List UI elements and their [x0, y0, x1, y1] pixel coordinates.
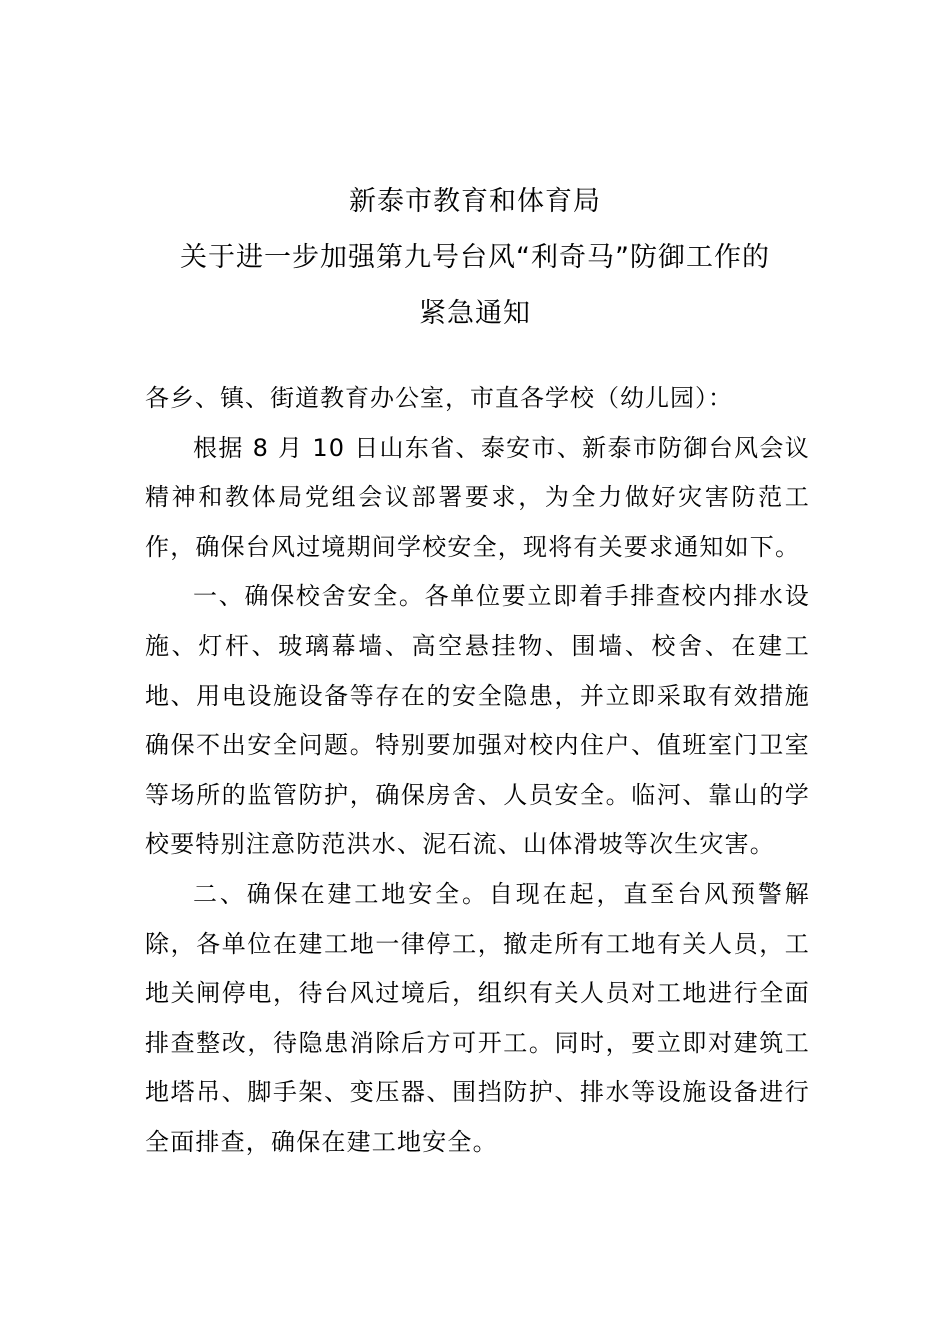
paragraph-school-building-safety: 一、确保校舍安全。各单位要立即着手排查校内排水设施、灯杆、玻璃幕墙、高空悬挂物、围墙、校舍、在建工地、用电设施设备等存在的安全隐患，并立即采取有效措施确保不出安全问题。特别要加强对校内住户、值班室门卫室等场所的监管防护，确保房舍、人员安全。临河、靠山的学校要特别注意防范洪水、泥石流、山体滑坡等次生灾害。	[145, 582, 810, 859]
document-body	[145, 374, 810, 1168]
document-title	[0, 174, 950, 342]
paragraph-intro: 根据 8 月 10 日山东省、泰安市、新泰市防御台风会议精神和教体局党组会议部署要求，为全力做好灾害防范工作，确保台风过境期间学校安全，现将有关要求通知如下。	[145, 433, 810, 561]
paragraph-construction-site-safety: 二、确保在建工地安全。自现在起，直至台风预警解除，各单位在建工地一律停工，撤走所有工地有关人员，工地关闸停电，待台风过境后，组织有关人员对工地进行全面排查整改，待隐患消除后方可开工。同时，要立即对建筑工地塔吊、脚手架、变压器、围挡防护、排水等设施设备进行全面排查，确保在建工地安全。	[145, 879, 810, 1156]
title-line-subject: 关于进一步加强第九号台风“利奇马”防御工作的	[180, 242, 770, 273]
title-line-type: 紧急通知	[419, 298, 531, 329]
title-line-issuer: 新泰市教育和体育局	[349, 186, 601, 217]
salutation: 各乡、镇、街道教育办公室，市直各学校（幼儿园）：	[145, 384, 733, 412]
